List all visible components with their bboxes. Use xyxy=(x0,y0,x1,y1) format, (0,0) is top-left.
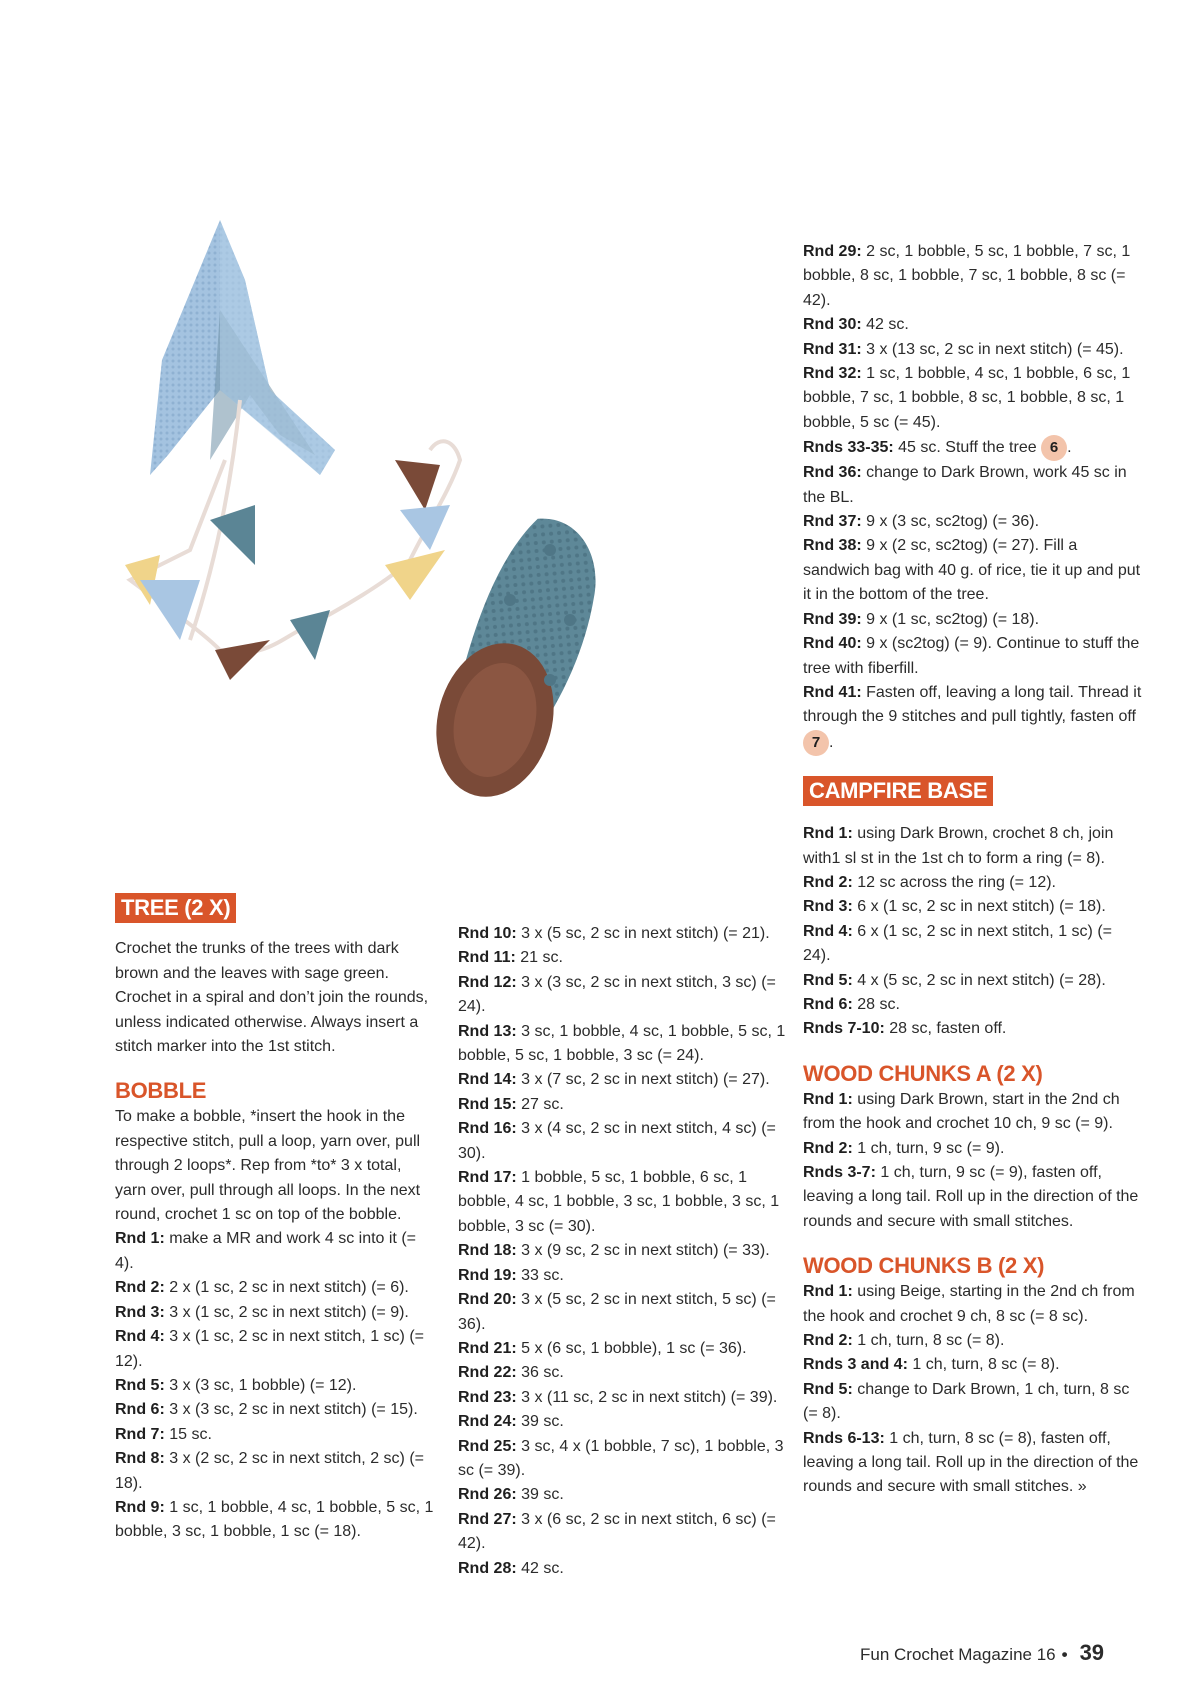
round-text: 1 ch, turn, 8 sc (= 8). xyxy=(912,1356,1060,1374)
round-instruction xyxy=(458,1117,788,1166)
round-label: Rnd 31: xyxy=(803,340,862,358)
round-instruction xyxy=(803,920,1143,969)
round-label: Rnd 29: xyxy=(803,243,862,260)
column-1 xyxy=(115,893,435,1545)
round-text: 27 sc. xyxy=(521,1095,564,1113)
round-label: Rnd 4: xyxy=(803,922,853,940)
round-instruction xyxy=(115,1325,435,1374)
round-text: 28 sc. xyxy=(857,995,900,1013)
round-label: Rnd 9: xyxy=(115,1498,165,1516)
round-text: 5 x (6 sc, 1 bobble), 1 sc (= 36). xyxy=(521,1339,747,1357)
round-label: Rnd 8: xyxy=(115,1450,165,1468)
round-instruction xyxy=(458,1508,788,1557)
round-text: using Beige, starting in the 2nd ch from the hook and crochet 9 ch, 8 sc (= 8 sc). xyxy=(803,1283,1135,1325)
round-text: 21 sc. xyxy=(520,949,563,967)
round-instruction xyxy=(458,946,788,970)
round-text: 2 sc, 1 bobble, 5 sc, 1 bobble, 7 sc, 1 bobble, 8 sc, 1 bobble, 7 sc, 1 bobble, 8 sc (= 42). xyxy=(803,243,1131,309)
round-instruction xyxy=(803,1280,1143,1329)
round-instruction xyxy=(458,1239,788,1263)
footer-separator: • xyxy=(1061,1645,1068,1664)
round-label: Rnd 20: xyxy=(458,1291,517,1309)
round-instruction xyxy=(458,1557,788,1581)
round-instruction xyxy=(803,1161,1143,1234)
round-label: Rnd 25: xyxy=(458,1437,517,1455)
round-text: using Dark Brown, crochet 8 ch, join with1 sl st in the 1st ch to form a ring (= 8). xyxy=(803,825,1114,867)
round-text: 1 ch, turn, 9 sc (= 9), fasten off, leaving a long tail. Roll up in the direction of the rounds and secure with small stitches. xyxy=(803,1164,1139,1230)
round-instruction xyxy=(803,993,1143,1017)
round-text: 12 sc across the ring (= 12). xyxy=(857,873,1056,891)
round-label: Rnd 27: xyxy=(458,1510,517,1528)
round-instruction xyxy=(803,1329,1143,1353)
round-text: change to Dark Brown, 1 ch, turn, 8 sc (= 8). xyxy=(803,1380,1130,1423)
round-instruction xyxy=(458,1288,788,1337)
round-label: Rnd 32: xyxy=(803,365,862,383)
round-label: Rnd 12: xyxy=(458,973,517,991)
round-text: 1 sc, 1 bobble, 4 sc, 1 bobble, 6 sc, 1 bobble, 7 sc, 1 bobble, 8 sc, 1 bobble, 8 sc, 1 bobble, 5 sc (= 45). xyxy=(803,365,1131,431)
round-label: Rnd 18: xyxy=(458,1242,517,1260)
round-text: 45 sc. Stuff the tree xyxy=(898,439,1037,457)
round-text: 15 sc. xyxy=(169,1425,212,1443)
round-instruction xyxy=(803,632,1143,681)
round-label: Rnd 17: xyxy=(458,1169,517,1187)
round-instruction xyxy=(458,1483,788,1507)
round-text-end: . xyxy=(829,733,834,751)
round-instruction xyxy=(803,313,1143,337)
round-instruction xyxy=(458,1435,788,1484)
round-label: Rnd 30: xyxy=(803,316,862,334)
round-label: Rnds 6-13: xyxy=(803,1429,885,1447)
round-label: Rnd 14: xyxy=(458,1071,517,1089)
round-label: Rnd 26: xyxy=(458,1486,517,1504)
round-instruction xyxy=(803,534,1143,607)
round-instruction xyxy=(458,1020,788,1069)
round-label: Rnd 36: xyxy=(803,464,862,482)
round-instruction xyxy=(458,1068,788,1092)
round-label: Rnd 1: xyxy=(803,1283,853,1301)
round-instruction xyxy=(803,969,1143,993)
round-text: 6 x (1 sc, 2 sc in next stitch, 1 sc) (= 24). xyxy=(803,922,1112,965)
tree-shape xyxy=(420,514,613,800)
round-label: Rnd 22: xyxy=(458,1364,517,1382)
round-instruction xyxy=(458,1166,788,1239)
tree-intro: Crochet the trunks of the trees with dark brown and the leaves with sage green. Crochet in a spiral and don’t join the rounds, unless indicated otherwise. Always insert a stitch marker into the 1st stitch. xyxy=(115,940,429,1056)
step-badge: 6 xyxy=(1041,435,1067,461)
round-text: make a MR and work 4 sc into it (= 4). xyxy=(115,1230,416,1272)
round-label: Rnd 1: xyxy=(803,825,853,843)
round-label: Rnd 2: xyxy=(803,1332,853,1350)
round-text: 3 x (9 sc, 2 sc in next stitch) (= 33). xyxy=(521,1242,770,1260)
round-instruction xyxy=(803,362,1143,435)
round-text: 3 x (1 sc, 2 sc in next stitch) (= 9). xyxy=(169,1303,409,1321)
round-label: Rnd 5: xyxy=(803,1380,853,1398)
round-instruction xyxy=(115,1227,435,1276)
round-label: Rnd 19: xyxy=(458,1266,517,1284)
round-instruction xyxy=(803,338,1143,362)
round-label: Rnd 21: xyxy=(458,1339,517,1357)
round-text: 1 ch, turn, 8 sc (= 8). xyxy=(857,1332,1005,1350)
round-label: Rnds 3 and 4: xyxy=(803,1356,908,1374)
round-label: Rnd 6: xyxy=(803,995,853,1013)
wood-chunks-b-heading: WOOD CHUNKS B (2 X) xyxy=(803,1253,1045,1279)
round-text: 42 sc. xyxy=(866,316,909,334)
round-label: Rnd 16: xyxy=(458,1120,517,1138)
round-label: Rnd 24: xyxy=(458,1413,517,1431)
round-instruction xyxy=(115,1496,435,1545)
round-text: 39 sc. xyxy=(521,1413,564,1431)
round-text: Fasten off, leaving a long tail. Thread it through the 9 stitches and pull tightly, fasten off xyxy=(803,683,1142,726)
campfire-base-heading: CAMPFIRE BASE xyxy=(803,776,993,806)
round-text: 42 sc. xyxy=(521,1559,564,1577)
round-instruction xyxy=(803,435,1143,461)
round-text: 33 sc. xyxy=(521,1266,564,1284)
round-text: 9 x (1 sc, sc2tog) (= 18). xyxy=(866,610,1040,628)
round-label: Rnds 3-7: xyxy=(803,1164,876,1181)
round-label: Rnd 11: xyxy=(458,949,516,967)
round-label: Rnd 2: xyxy=(803,873,853,891)
round-instruction xyxy=(803,1017,1143,1041)
round-instruction xyxy=(803,871,1143,895)
round-label: Rnd 39: xyxy=(803,610,862,628)
round-label: Rnd 2: xyxy=(803,1139,853,1157)
round-instruction xyxy=(803,1137,1143,1161)
round-text: 3 x (6 sc, 2 sc in next stitch, 6 sc) (= 42). xyxy=(458,1510,776,1553)
round-instruction xyxy=(803,822,1143,871)
round-instruction xyxy=(458,1361,788,1385)
round-text: 9 x (sc2tog) (= 9). Continue to stuff the tree with fiberfill. xyxy=(803,635,1140,677)
column-3 xyxy=(803,240,1143,1500)
round-text: 3 x (3 sc, 1 bobble) (= 12). xyxy=(169,1376,357,1394)
round-text: 3 x (5 sc, 2 sc in next stitch, 5 sc) (= 36). xyxy=(458,1291,776,1333)
column-2 xyxy=(458,922,788,1581)
round-label: Rnd 37: xyxy=(803,513,862,531)
round-label: Rnd 5: xyxy=(115,1376,165,1394)
round-instruction xyxy=(803,895,1143,919)
round-instruction xyxy=(115,1447,435,1496)
bobble-text: To make a bobble, *insert the hook in the respective stitch, pull a loop, yarn over, pull through 2 loops*. Rep from *to* 3 x total, yarn over, pull through all loops. In the next round, crochet 1 sc on top of the bobble. xyxy=(115,1108,421,1224)
round-label: Rnd 1: xyxy=(115,1230,165,1248)
round-text: 3 x (1 sc, 2 sc in next stitch, 1 sc) (= 12). xyxy=(115,1328,424,1370)
round-text: 9 x (3 sc, sc2tog) (= 36). xyxy=(866,513,1040,531)
round-instruction xyxy=(803,1427,1143,1500)
round-text: 1 bobble, 5 sc, 1 bobble, 6 sc, 1 bobble, 4 sc, 1 bobble, 3 sc, 1 bobble, 3 sc, 1 bobble, 3 sc (= 30). xyxy=(458,1169,780,1235)
round-instruction xyxy=(115,1423,435,1447)
round-instruction xyxy=(458,971,788,1020)
step-badge: 7 xyxy=(803,730,829,756)
round-text: 36 sc. xyxy=(521,1364,564,1382)
round-instruction xyxy=(803,608,1143,632)
tree-heading: TREE (2 X) xyxy=(115,893,236,923)
round-text: 3 x (13 sc, 2 sc in next stitch) (= 45). xyxy=(866,340,1124,358)
round-text: 3 x (4 sc, 2 sc in next stitch, 4 sc) (= 30). xyxy=(458,1120,776,1162)
round-text: 1 ch, turn, 8 sc (= 8), fasten off, leaving a long tail. Roll up in the direction of the rounds and secure with small stitches. » xyxy=(803,1429,1139,1496)
round-label: Rnd 4: xyxy=(115,1328,165,1346)
round-text: 3 x (3 sc, 2 sc in next stitch) (= 15). xyxy=(169,1401,418,1419)
wood-chunks-a-heading: WOOD CHUNKS A (2 X) xyxy=(803,1060,1043,1086)
round-text: 3 x (7 sc, 2 sc in next stitch) (= 27). xyxy=(521,1071,770,1089)
round-label: Rnd 1: xyxy=(803,1090,853,1108)
round-label: Rnd 23: xyxy=(458,1388,517,1406)
round-label: Rnd 3: xyxy=(803,898,853,916)
crochet-tent-and-tree-photo xyxy=(110,220,670,800)
round-text: 9 x (2 sc, sc2tog) (= 27). Fill a sandwich bag with 40 g. of rice, tie it up and put it in the bottom of the tree. xyxy=(803,537,1141,604)
round-label: Rnd 41: xyxy=(803,683,862,701)
round-text-end: . xyxy=(1067,439,1072,457)
round-text: 3 x (5 sc, 2 sc in next stitch) (= 21). xyxy=(521,925,770,942)
round-text: using Dark Brown, start in the 2nd ch from the hook and crochet 10 ch, 9 sc (= 9). xyxy=(803,1090,1120,1133)
round-text: 3 x (2 sc, 2 sc in next stitch, 2 sc) (= 18). xyxy=(115,1450,424,1492)
round-instruction xyxy=(803,510,1143,534)
round-instruction xyxy=(803,1378,1143,1427)
round-text: 1 sc, 1 bobble, 4 sc, 1 bobble, 5 sc, 1 bobble, 3 sc, 1 bobble, 1 sc (= 18). xyxy=(115,1498,434,1541)
round-label: Rnds 7-10: xyxy=(803,1020,885,1038)
round-text: 3 x (11 sc, 2 sc in next stitch) (= 39). xyxy=(521,1388,778,1406)
round-text: 3 x (3 sc, 2 sc in next stitch, 3 sc) (= 24). xyxy=(458,973,776,1016)
round-instruction xyxy=(458,1264,788,1288)
page-footer xyxy=(860,1640,1104,1666)
round-instruction xyxy=(458,1093,788,1117)
round-text: 2 x (1 sc, 2 sc in next stitch) (= 6). xyxy=(169,1279,409,1297)
round-label: Rnd 15: xyxy=(458,1095,517,1113)
round-text: 6 x (1 sc, 2 sc in next stitch) (= 18). xyxy=(857,898,1106,916)
magazine-name: Fun Crochet Magazine 16 xyxy=(860,1645,1056,1664)
round-instruction xyxy=(803,240,1143,313)
round-instruction xyxy=(458,1386,788,1410)
round-label: Rnd 38: xyxy=(803,537,862,555)
round-text: 3 sc, 4 x (1 bobble, 7 sc), 1 bobble, 3 sc (= 39). xyxy=(458,1437,784,1479)
round-instruction xyxy=(458,1410,788,1434)
round-instruction xyxy=(458,1337,788,1361)
round-label: Rnd 10: xyxy=(458,925,517,942)
bunting-flags xyxy=(125,460,450,680)
round-instruction xyxy=(803,461,1143,510)
round-text: 39 sc. xyxy=(521,1486,564,1504)
round-instruction xyxy=(115,1301,435,1325)
round-label: Rnd 7: xyxy=(115,1425,165,1443)
round-text: change to Dark Brown, work 45 sc in the BL. xyxy=(803,464,1127,506)
round-instruction xyxy=(803,1088,1143,1137)
round-instruction xyxy=(458,922,788,946)
round-text: 3 sc, 1 bobble, 4 sc, 1 bobble, 5 sc, 1 bobble, 5 sc, 1 bobble, 3 sc (= 24). xyxy=(458,1022,786,1065)
round-label: Rnd 40: xyxy=(803,635,862,653)
round-instruction xyxy=(115,1398,435,1422)
round-text: 28 sc, fasten off. xyxy=(889,1020,1007,1038)
round-instruction xyxy=(803,681,1143,756)
round-label: Rnd 13: xyxy=(458,1022,517,1040)
round-instruction xyxy=(115,1374,435,1398)
round-label: Rnd 2: xyxy=(115,1279,165,1297)
round-label: Rnds 33-35: xyxy=(803,439,894,457)
round-text: 4 x (5 sc, 2 sc in next stitch) (= 28). xyxy=(857,971,1106,989)
round-label: Rnd 6: xyxy=(115,1401,165,1419)
bobble-heading: BOBBLE xyxy=(115,1078,207,1104)
round-text: 1 ch, turn, 9 sc (= 9). xyxy=(857,1139,1005,1157)
round-label: Rnd 5: xyxy=(803,971,853,989)
round-label: Rnd 28: xyxy=(458,1559,517,1577)
tent-shape xyxy=(150,220,335,475)
page-number: 39 xyxy=(1079,1640,1105,1665)
round-instruction xyxy=(803,1353,1143,1377)
round-instruction xyxy=(115,1276,435,1300)
round-label: Rnd 3: xyxy=(115,1303,165,1321)
